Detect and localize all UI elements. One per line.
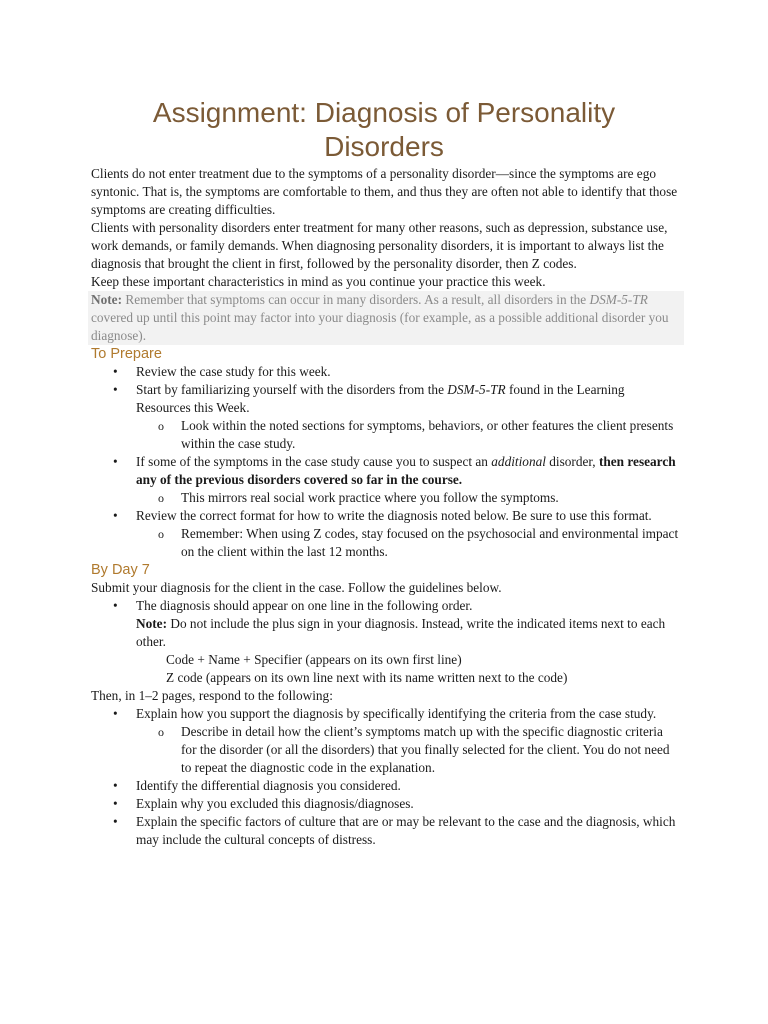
sub-list	[136, 489, 681, 507]
sub-list	[136, 417, 681, 453]
sub-list-item	[136, 723, 681, 777]
by-day-7-lead: Submit your diagnosis for the client in the case. Follow the guidelines below.	[91, 580, 502, 595]
intro-paragraph-2: Clients with personality disorders enter treatment for many other reasons, such as depression, substance use, work demands, or family demands. When diagnosing personality disorders, it is important to always list the diagnosis that brought the client in first, followed by the personality disorder, then Z codes.	[91, 220, 668, 271]
format-note-text: Do not include the plus sign in your diagnosis. Instead, write the indicated items next to each other.	[136, 616, 666, 649]
list-item	[91, 453, 681, 507]
intro-paragraph-1: Clients do not enter treatment due to the symptoms of a personality disorder—since the symptoms are ego syntonic. That is, the symptoms are comfortable to them, and thus they are often not able to identify that those symptoms are creating difficulties.	[91, 166, 678, 217]
list-item-text: Review the correct format for how to write the diagnosis noted below. Be sure to use this format.	[136, 508, 652, 523]
sub-list	[136, 525, 681, 561]
list-item	[91, 705, 681, 777]
list-item-italic: DSM-5-TR	[447, 382, 506, 397]
list-item-italic: additional	[491, 454, 546, 469]
format-line-1: Code + Name + Specifier (appears on its own first line)	[166, 652, 462, 667]
sub-list-item-text: Remember: When using Z codes, stay focused on the psychosocial and environmental impact on the client within the last 12 months.	[181, 526, 679, 559]
sub-list-item	[136, 525, 681, 561]
list-item	[91, 777, 681, 795]
sub-list-item	[136, 489, 681, 507]
diagnosis-format-list	[91, 597, 681, 687]
note-callout	[88, 291, 684, 345]
then-paragraph: Then, in 1–2 pages, respond to the following:	[91, 688, 333, 703]
sub-list-item-text: This mirrors real social work practice where you follow the symptoms.	[181, 490, 559, 505]
list-item	[91, 597, 681, 687]
list-item-text: Explain how you support the diagnosis by specifically identifying the criteria from the case study.	[136, 706, 657, 721]
format-note-label: Note:	[136, 616, 168, 631]
page-title: Assignment: Diagnosis of Personality Disorders	[152, 97, 616, 162]
document-body	[91, 165, 681, 849]
list-item	[91, 813, 681, 849]
sub-list	[136, 723, 681, 777]
list-item-text: Review the case study for this week.	[136, 364, 331, 379]
note-label: Note:	[91, 292, 123, 307]
list-item	[91, 363, 681, 381]
to-prepare-list	[91, 363, 681, 561]
intro-paragraph-3: Keep these important characteristics in mind as you continue your practice this week.	[91, 274, 546, 289]
note-italic: DSM-5-TR	[589, 292, 648, 307]
note-text-a: Remember that symptoms can occur in many disorders. As a result, all disorders in the	[122, 292, 590, 307]
to-prepare-heading: To Prepare	[91, 346, 162, 362]
note-text-b: covered up until this point may factor into your diagnosis (for example, as a possible additional disorder you diagnose).	[91, 310, 669, 343]
sub-list-item	[136, 417, 681, 453]
by-day-7-heading: By Day 7	[91, 562, 150, 578]
list-item-text: found in the Learning Resources this Week.	[136, 382, 625, 415]
list-item-text: Start by familiarizing yourself with the disorders from the	[136, 382, 448, 397]
list-item-text: Identify the differential diagnosis you considered.	[136, 778, 401, 793]
list-item	[91, 507, 681, 561]
list-item-text: Explain why you excluded this diagnosis/diagnoses.	[136, 796, 414, 811]
list-item	[91, 795, 681, 813]
sub-list-item-text: Describe in detail how the client’s symptoms match up with the specific diagnostic criteria for the disorder (or all the disorders) that you finally selected for the client. You do not need to repeat the diagnostic code in the explanation.	[181, 724, 670, 775]
list-item-text: If some of the symptoms in the case study cause you to suspect an	[136, 454, 492, 469]
list-item	[91, 381, 681, 453]
response-list	[91, 705, 681, 849]
list-item-text: The diagnosis should appear on one line in the following order.	[136, 598, 473, 613]
list-item-bold: then research any of the previous disorders covered so far in the course.	[136, 454, 676, 487]
sub-list-item-text: Look within the noted sections for symptoms, behaviors, or other features the client presents within the case study.	[181, 418, 674, 451]
list-item-text: disorder,	[545, 454, 599, 469]
list-item-text: Explain the specific factors of culture that are or may be relevant to the case and the diagnosis, which may include the cultural concepts of distress.	[136, 814, 676, 847]
format-line-2: Z code (appears on its own line next with its name written next to the code)	[166, 670, 568, 685]
